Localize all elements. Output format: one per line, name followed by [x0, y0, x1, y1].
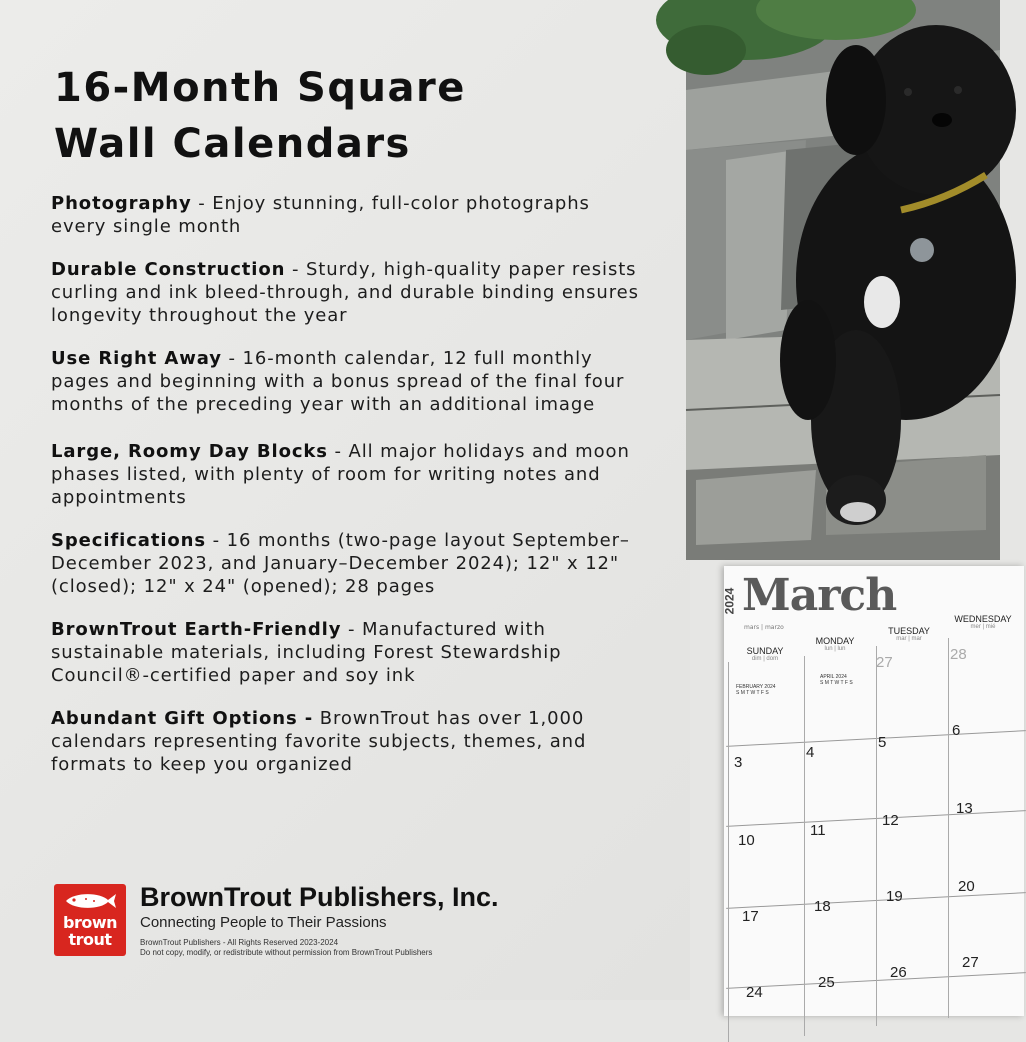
date-cell: 5: [878, 734, 887, 751]
date-cell: 18: [814, 898, 831, 915]
feature-day-blocks: Large, Roomy Day Blocks - All major holidays and moon phases listed, with plenty of room for writing notes and appointments: [51, 441, 630, 508]
date-cell: 19: [886, 888, 903, 905]
date-cell: 24: [746, 984, 763, 1001]
day-header-monday: MONDAY lun | lun: [815, 636, 855, 652]
browntrout-logo: [54, 884, 126, 956]
date-cell: 20: [958, 878, 975, 895]
feature-durable-construction: Durable Construction - Sturdy, high-quality paper resists curling and ink bleed-through, and durable binding ensures longevity throughout the year: [51, 259, 639, 326]
feature-gift-options: Abundant Gift Options - BrownTrout has over 1,000 calendars representing favorite subjects, themes, and formats to keep you organized: [51, 708, 587, 775]
feature-list: [51, 192, 651, 796]
logo-wordmark: brown trout: [62, 913, 117, 949]
grid-line: [804, 656, 805, 1036]
mini-calendar-april: APRIL 2024 S M T W T F S: [820, 674, 853, 686]
dog-photo-illustration: [686, 0, 1000, 560]
date-cell: 28: [950, 646, 967, 663]
date-cell: 27: [962, 954, 979, 971]
grid-line: [876, 646, 877, 1026]
date-cell: 6: [952, 722, 961, 739]
date-cell: 13: [956, 800, 973, 817]
title-line-1: 16-Month Square: [54, 65, 466, 111]
dog-photo: [686, 0, 1000, 560]
date-cell: 4: [806, 744, 815, 761]
day-header-sunday: SUNDAY dim | dom: [746, 646, 784, 662]
day-header-wednesday: WEDNESDAY mer | mié: [954, 614, 1012, 630]
date-cell: 11: [810, 822, 826, 839]
calendar-year: 2024: [722, 587, 737, 615]
calendar-page-preview: [724, 566, 1024, 1016]
feature-specifications: Specifications - 16 months (two-page layout September–December 2023, and January–December 2024); 12" x 12" (closed); 12" x 24" (opened); 28 pages: [51, 530, 630, 597]
brand-tagline: Connecting People to Their Passions: [140, 914, 387, 931]
date-cell: 25: [818, 974, 835, 991]
mini-calendar-february: FEBRUARY 2024 S M T W T F S: [736, 684, 776, 696]
trout-fish-icon: [62, 890, 118, 912]
calendar-month: March: [742, 570, 897, 621]
grid-line: [948, 638, 949, 1018]
title-line-2: Wall Calendars: [54, 121, 411, 167]
date-cell: 10: [738, 832, 755, 849]
feature-earth-friendly: BrownTrout Earth-Friendly - Manufactured with sustainable materials, including Forest Stewardship Council®-certified paper and soy ink: [51, 619, 562, 686]
date-cell: 3: [734, 754, 743, 771]
brand-name: BrownTrout Publishers, Inc.: [140, 882, 499, 912]
legal-notice: BrownTrout Publishers - All Rights Reserved 2023-2024 Do not copy, modify, or redistribute without permission from BrownTrout Publishers: [140, 938, 433, 957]
feature-use-right-away: Use Right Away - 16-month calendar, 12 full monthly pages and beginning with a bonus spread of the final four months of the preceding year with an additional image: [51, 348, 625, 415]
day-header-tuesday: TUESDAY mar | mar: [888, 626, 930, 642]
date-cell: 17: [742, 908, 759, 925]
grid-line: [728, 662, 729, 1042]
date-cell: 27: [876, 654, 893, 671]
calendar-month-translation: mars | marzo: [744, 624, 784, 631]
date-cell: 26: [890, 964, 907, 981]
date-cell: 12: [882, 812, 899, 829]
feature-photography: Photography - Enjoy stunning, full-color photographs every single month: [51, 193, 590, 237]
page-title: [54, 60, 466, 172]
